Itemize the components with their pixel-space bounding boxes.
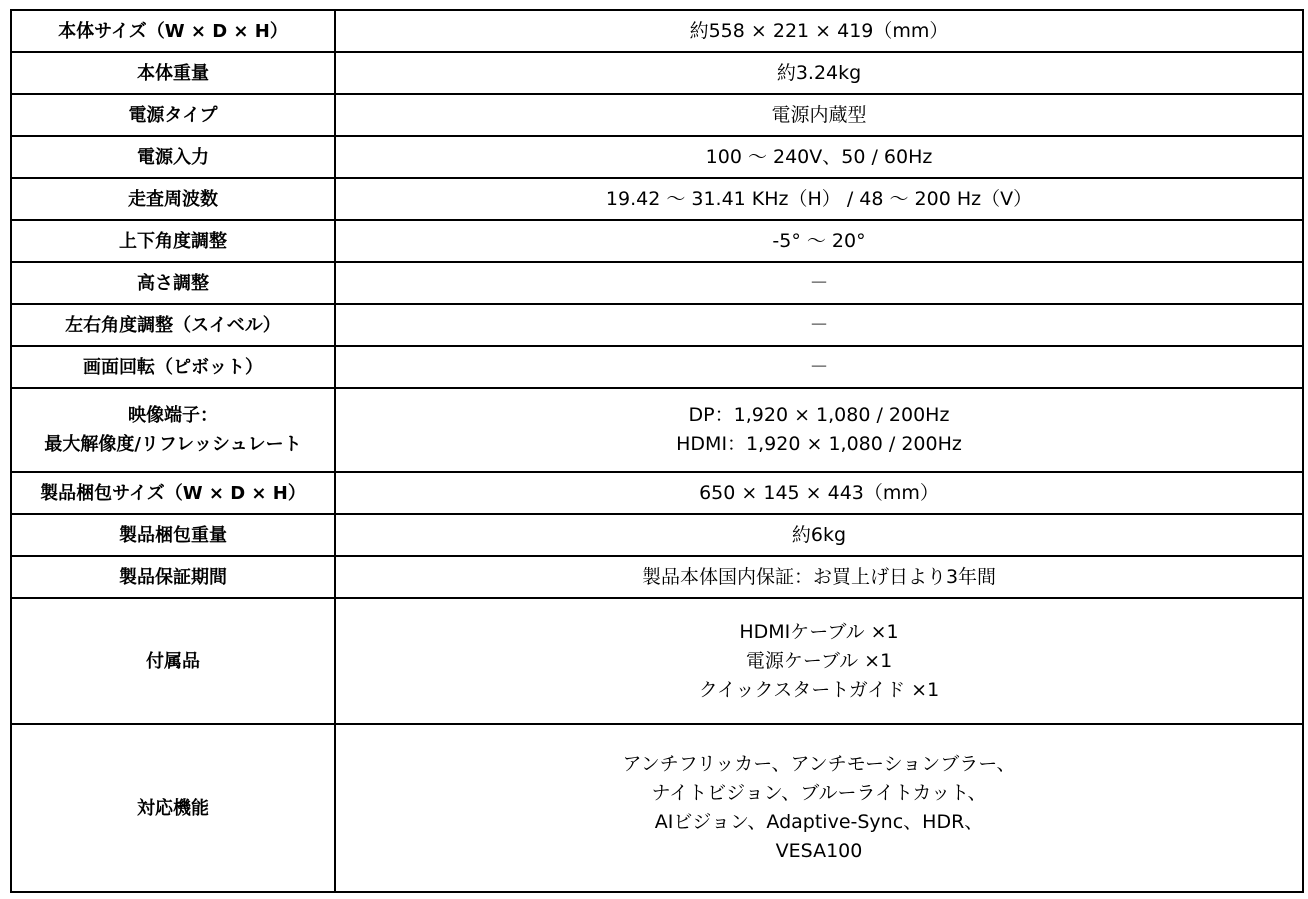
spec-label: 上下角度調整 xyxy=(11,220,335,262)
spec-value: アンチフリッカー、アンチモーションブラー、 ナイトビジョン、ブルーライトカット、 AIビジョン、Adaptive-Sync、HDR、 VESA100 xyxy=(335,724,1303,892)
spec-row-pivot xyxy=(11,346,1303,388)
spec-row-tilt xyxy=(11,220,1303,262)
spec-row-video-ports xyxy=(11,388,1303,472)
spec-label: 走査周波数 xyxy=(11,178,335,220)
spec-label: 映像端子： 最大解像度/リフレッシュレート xyxy=(11,388,335,472)
spec-row-warranty xyxy=(11,556,1303,598)
spec-value: -5° ～ 20° xyxy=(335,220,1303,262)
spec-label: 本体重量 xyxy=(11,52,335,94)
spec-row-power-type xyxy=(11,94,1303,136)
spec-row-features xyxy=(11,724,1303,892)
spec-row-height-adjust xyxy=(11,262,1303,304)
spec-value: 約3.24kg xyxy=(335,52,1303,94)
spec-row-package-size xyxy=(11,472,1303,514)
spec-value: － xyxy=(335,304,1303,346)
spec-label: 製品梱包重量 xyxy=(11,514,335,556)
spec-label: 電源入力 xyxy=(11,136,335,178)
spec-label: 本体サイズ（W × D × H） xyxy=(11,10,335,52)
spec-row-body-size xyxy=(11,10,1303,52)
spec-label: 製品保証期間 xyxy=(11,556,335,598)
spec-value: 約6kg xyxy=(335,514,1303,556)
spec-row-body-weight xyxy=(11,52,1303,94)
spec-row-swivel xyxy=(11,304,1303,346)
spec-row-accessories xyxy=(11,598,1303,724)
spec-row-power-input xyxy=(11,136,1303,178)
spec-label: 製品梱包サイズ（W × D × H） xyxy=(11,472,335,514)
spec-label: 電源タイプ xyxy=(11,94,335,136)
spec-label: 付属品 xyxy=(11,598,335,724)
spec-value: － xyxy=(335,346,1303,388)
spec-value: 100 ～ 240V、50 / 60Hz xyxy=(335,136,1303,178)
spec-value: DP：1,920 × 1,080 / 200Hz HDMI：1,920 × 1,080 / 200Hz xyxy=(335,388,1303,472)
spec-row-package-weight xyxy=(11,514,1303,556)
spec-value: HDMIケーブル ×1 電源ケーブル ×1 クイックスタートガイド ×1 xyxy=(335,598,1303,724)
spec-label: 高さ調整 xyxy=(11,262,335,304)
spec-label: 左右角度調整（スイベル） xyxy=(11,304,335,346)
spec-row-scan-frequency xyxy=(11,178,1303,220)
spec-value: 約558 × 221 × 419（mm） xyxy=(335,10,1303,52)
spec-label: 画面回転（ピボット） xyxy=(11,346,335,388)
spec-value: 19.42 ～ 31.41 KHz（H） / 48 ～ 200 Hz（V） xyxy=(335,178,1303,220)
spec-table xyxy=(10,9,1304,893)
spec-label: 対応機能 xyxy=(11,724,335,892)
spec-value: － xyxy=(335,262,1303,304)
spec-value: 製品本体国内保証：お買上げ日より3年間 xyxy=(335,556,1303,598)
spec-value: 電源内蔵型 xyxy=(335,94,1303,136)
spec-value: 650 × 145 × 443（mm） xyxy=(335,472,1303,514)
